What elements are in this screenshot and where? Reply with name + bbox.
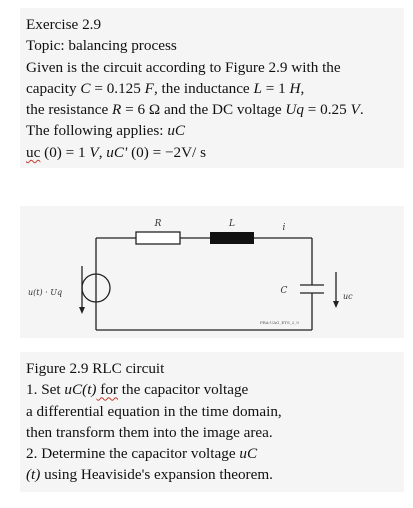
math: (t): [26, 466, 41, 484]
text: (0) = −2V/ s: [127, 143, 206, 161]
text: using Heaviside's expansion theorem.: [40, 466, 273, 484]
statement-line-2: [26, 78, 404, 99]
figure-caption: Figure 2.9 RLC circuit: [26, 360, 165, 377]
circuit-diagram: [20, 206, 404, 338]
exercise-title: Exercise 2.9: [26, 16, 102, 33]
text: , the inductance: [153, 79, 254, 97]
rlc-circuit-figure: [20, 206, 404, 338]
math: V: [350, 101, 360, 119]
math: uC: [239, 445, 258, 463]
task-2-line-2: [26, 464, 404, 485]
text: = 6 Ω and the DC voltage: [121, 101, 286, 119]
label-i: i: [282, 223, 286, 233]
label-r: R: [154, 219, 162, 229]
math: uC': [106, 143, 128, 161]
text: the capacitor voltage: [117, 381, 249, 399]
math: Uq: [285, 101, 304, 119]
text: The following applies:: [26, 122, 168, 140]
text: (0) = 1: [40, 143, 90, 161]
text: ,: [98, 143, 107, 161]
math: uC: [167, 122, 186, 140]
exercise-topic: Topic: balancing process: [26, 37, 177, 55]
math: C: [80, 79, 91, 97]
text: .: [359, 101, 364, 119]
math: uC(t): [64, 381, 97, 399]
figure-id: FRA-UAG_ETS_2_9: [260, 320, 299, 325]
spellcheck-word: for: [96, 381, 118, 399]
text: ,: [300, 79, 305, 97]
task-1-line-2: a differential equation in the time domain,: [26, 402, 282, 420]
exercise-statement: [20, 8, 404, 168]
text: the resistance: [26, 101, 113, 119]
task-1-line-1: [26, 379, 404, 400]
initial-conditions: [26, 142, 404, 163]
figure-background: [20, 206, 404, 338]
text: 2. Determine the capacitor voltage: [26, 445, 240, 463]
math: V: [89, 143, 99, 161]
statement-line-4: [26, 120, 404, 141]
label-capacitor-voltage: uc: [343, 292, 353, 301]
math: R: [112, 101, 122, 119]
task-1-line-3: then transform them into the image area.: [26, 423, 273, 441]
text: 1. Set: [26, 381, 65, 399]
task-2-line-1: [26, 443, 404, 464]
math: H: [289, 79, 301, 97]
math: F: [144, 79, 154, 97]
spellcheck-word: uc: [26, 143, 41, 161]
statement-line-3: [26, 99, 404, 120]
math: L: [253, 79, 262, 97]
text: = 0.25: [303, 101, 351, 119]
resistor: [136, 232, 180, 244]
text: capacity: [26, 79, 81, 97]
label-source-voltage: u(t) · Uq: [28, 288, 63, 297]
label-c: C: [280, 286, 288, 296]
text: = 1: [261, 79, 290, 97]
inductor: [210, 232, 254, 244]
text: = 0.125: [90, 79, 145, 97]
label-l: L: [229, 219, 235, 229]
statement-line-1: Given is the circuit according to Figure 2.9 with the: [26, 58, 341, 76]
exercise-tasks: [20, 352, 404, 492]
